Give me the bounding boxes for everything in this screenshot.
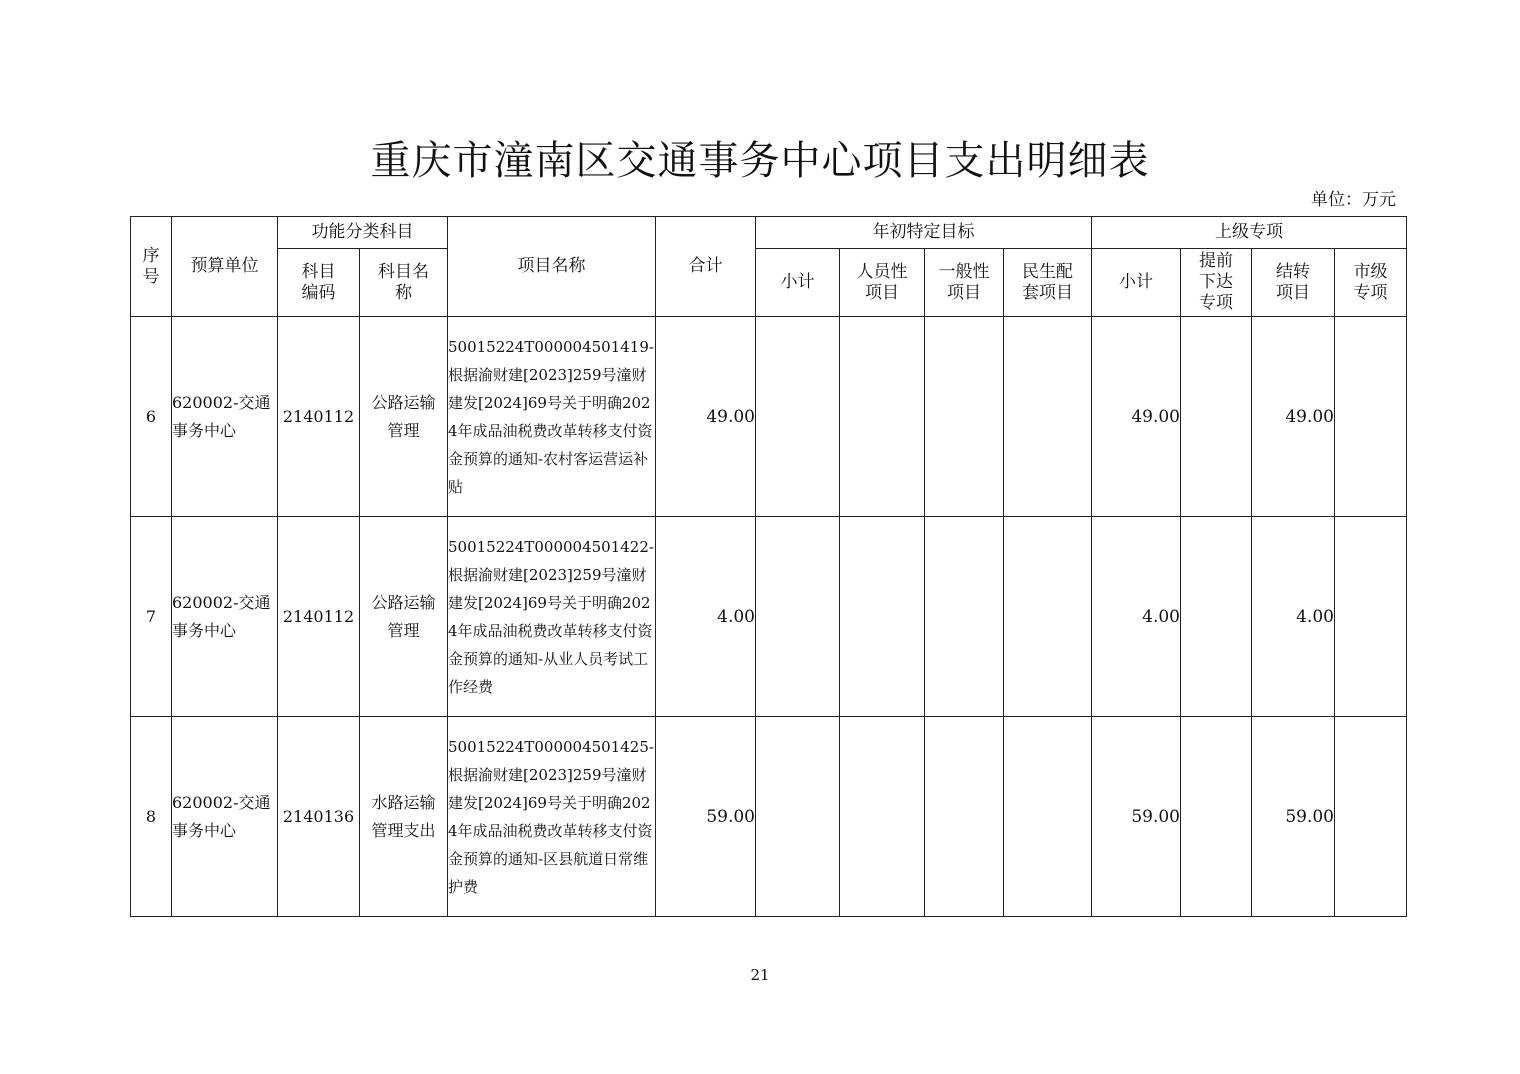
- cell-initial-subtotal: [756, 317, 840, 517]
- cell-initial-subtotal: [756, 517, 840, 717]
- page-title: 重庆市潼南区交通事务中心项目支出明细表: [370, 138, 1150, 184]
- header-initial-subtotal: 小计: [756, 249, 840, 317]
- header-superior-subtotal: 小计: [1092, 249, 1181, 317]
- cell-superior-subtotal: 4.00: [1092, 517, 1181, 717]
- header-city-level: 市级专项: [1335, 249, 1407, 317]
- table-row: [131, 317, 1407, 517]
- cell-subject-name: 公路运输管理: [360, 517, 448, 717]
- cell-city-level: [1335, 717, 1407, 917]
- cell-superior-subtotal: 59.00: [1092, 717, 1181, 917]
- header-total: 合计: [656, 217, 756, 317]
- header-subject-name: 科目名称: [360, 249, 448, 317]
- cell-city-level: [1335, 517, 1407, 717]
- cell-budget-unit: 620002-交通事务中心: [172, 717, 278, 917]
- table-row: [131, 717, 1407, 917]
- cell-subject-code: 2140112: [278, 317, 360, 517]
- cell-seq: 8: [131, 717, 172, 917]
- cell-subject-name: 公路运输管理: [360, 317, 448, 517]
- cell-total: 49.00: [656, 317, 756, 517]
- cell-livelihood: [1004, 717, 1092, 917]
- cell-advance: [1181, 317, 1252, 517]
- cell-total: 4.00: [656, 517, 756, 717]
- header-function-class: 功能分类科目: [278, 217, 448, 249]
- cell-project-name: 50015224T000004501419-根据渝财建[2023]259号潼财建发[2024]69号关于明确2024年成品油税费改革转移支付资金预算的通知-农村客运营运补贴: [448, 317, 656, 517]
- cell-personnel: [840, 317, 925, 517]
- header-superior-special: 上级专项: [1092, 217, 1407, 249]
- header-seq: 序号: [131, 217, 172, 317]
- cell-total: 59.00: [656, 717, 756, 917]
- cell-budget-unit: 620002-交通事务中心: [172, 517, 278, 717]
- header-subject-code: 科目编码: [278, 249, 360, 317]
- cell-subject-code: 2140136: [278, 717, 360, 917]
- header-initial-target: 年初特定目标: [756, 217, 1092, 249]
- cell-general: [925, 317, 1004, 517]
- cell-seq: 6: [131, 317, 172, 517]
- header-project-name: 项目名称: [448, 217, 656, 317]
- cell-livelihood: [1004, 317, 1092, 517]
- project-expenditure-table: [130, 216, 1407, 917]
- cell-budget-unit: 620002-交通事务中心: [172, 317, 278, 517]
- cell-livelihood: [1004, 517, 1092, 717]
- cell-general: [925, 717, 1004, 917]
- header-carryover: 结转项目: [1252, 249, 1335, 317]
- cell-subject-code: 2140112: [278, 517, 360, 717]
- header-personnel: 人员性项目: [840, 249, 925, 317]
- cell-carryover: 59.00: [1252, 717, 1335, 917]
- table-row: [131, 517, 1407, 717]
- cell-carryover: 4.00: [1252, 517, 1335, 717]
- cell-superior-subtotal: 49.00: [1092, 317, 1181, 517]
- cell-carryover: 49.00: [1252, 317, 1335, 517]
- cell-advance: [1181, 517, 1252, 717]
- page-number: 21: [750, 966, 770, 984]
- cell-initial-subtotal: [756, 717, 840, 917]
- unit-label: 单位：万元: [1311, 190, 1396, 210]
- cell-general: [925, 517, 1004, 717]
- header-general: 一般性项目: [925, 249, 1004, 317]
- header-budget-unit: 预算单位: [172, 217, 278, 317]
- cell-city-level: [1335, 317, 1407, 517]
- cell-seq: 7: [131, 517, 172, 717]
- cell-personnel: [840, 517, 925, 717]
- cell-personnel: [840, 717, 925, 917]
- header-advance: 提前下达专项: [1181, 249, 1252, 317]
- cell-project-name: 50015224T000004501422-根据渝财建[2023]259号潼财建发[2024]69号关于明确2024年成品油税费改革转移支付资金预算的通知-从业人员考试工作经费: [448, 517, 656, 717]
- header-livelihood: 民生配套项目: [1004, 249, 1092, 317]
- cell-project-name: 50015224T000004501425-根据渝财建[2023]259号潼财建发[2024]69号关于明确2024年成品油税费改革转移支付资金预算的通知-区县航道日常维护费: [448, 717, 656, 917]
- cell-advance: [1181, 717, 1252, 917]
- cell-subject-name: 水路运输管理支出: [360, 717, 448, 917]
